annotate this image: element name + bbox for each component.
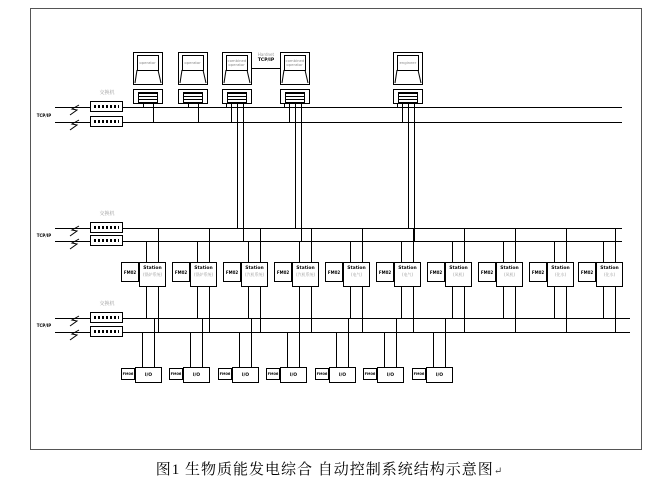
- controller-cpu-box: FM02: [529, 262, 547, 282]
- workstation-monitor: [133, 52, 163, 85]
- switch-ports-icon: [94, 316, 119, 319]
- io-cpu-box: FM06: [169, 368, 183, 380]
- workstation-monitor: [393, 52, 423, 85]
- monitor-bezel-icon: [134, 53, 162, 88]
- hardnet-link-line: [252, 68, 280, 69]
- switch-ports-icon: [94, 226, 119, 229]
- network-leg: [402, 104, 403, 122]
- tcpip-label: TCP/IP: [36, 232, 52, 238]
- network-leg: [414, 104, 415, 241]
- network-leg: [311, 228, 312, 262]
- controller-cpu-box: FM02: [427, 262, 445, 282]
- network-leg: [197, 287, 198, 318]
- controller-station-box: [445, 262, 472, 287]
- network-leg: [202, 318, 203, 367]
- controller-station-name: Station: [551, 266, 570, 271]
- switch-box: [90, 326, 123, 337]
- network-leg: [397, 104, 398, 107]
- io-station-box: I/O: [135, 367, 162, 383]
- controller-station-subtitle: (电气): [350, 272, 363, 277]
- switch-box: [90, 222, 123, 233]
- controller-cpu-box: FM02: [223, 262, 241, 282]
- io-cpu-box: FM06: [412, 368, 426, 380]
- system-unit: [280, 89, 310, 104]
- io-station-box: I/O: [183, 367, 210, 383]
- network-leg: [384, 332, 385, 367]
- controller-station-box: [547, 262, 574, 287]
- network-leg: [433, 332, 434, 367]
- network-leg: [503, 287, 504, 318]
- network-leg: [350, 241, 351, 262]
- switch-box: [90, 116, 123, 127]
- controller-station-subtitle: (汽机系统): [244, 272, 265, 277]
- paragraph-mark-icon: ↵: [493, 466, 503, 477]
- switch-box: [90, 312, 123, 323]
- network-leg: [452, 241, 453, 262]
- bus-line: [55, 318, 630, 319]
- monitor-screen-label: operator: [184, 60, 202, 65]
- switch-ports-icon: [94, 330, 119, 333]
- network-leg: [408, 104, 409, 228]
- network-leg: [146, 287, 147, 318]
- lightning-break-icon: [68, 235, 82, 247]
- network-leg: [209, 287, 210, 332]
- network-leg: [413, 228, 414, 262]
- switch-label: 交换机: [99, 301, 115, 307]
- lightning-break-icon: [68, 116, 82, 128]
- io-station-box: I/O: [232, 367, 259, 383]
- controller-station-box: [241, 262, 268, 287]
- network-leg: [603, 287, 604, 318]
- bus-line: [55, 228, 622, 229]
- network-leg: [237, 104, 238, 228]
- network-leg: [464, 228, 465, 262]
- system-unit-vents-icon: [227, 92, 247, 103]
- network-leg: [243, 104, 244, 241]
- switch-ports-icon: [94, 120, 119, 123]
- network-leg: [452, 287, 453, 318]
- controller-cpu-box: FM02: [274, 262, 292, 282]
- monitor-bezel-icon: [223, 53, 251, 88]
- monitor-bezel-icon: [281, 53, 309, 88]
- network-leg: [226, 104, 227, 107]
- io-cpu-box: FM06: [121, 368, 135, 380]
- io-station-box: I/O: [377, 367, 404, 383]
- controller-station-name: Station: [398, 266, 417, 271]
- system-unit-vents-icon: [398, 92, 418, 103]
- network-leg: [146, 241, 147, 262]
- network-leg: [515, 287, 516, 332]
- controller-station-name: Station: [600, 266, 619, 271]
- network-leg: [554, 287, 555, 318]
- network-leg: [615, 228, 616, 262]
- lightning-break-icon: [68, 101, 82, 113]
- network-leg: [295, 104, 296, 228]
- io-cpu-box: FM06: [315, 368, 329, 380]
- controller-station-box: [139, 262, 166, 287]
- controller-station-box: [292, 262, 319, 287]
- lightning-break-icon: [68, 312, 82, 324]
- system-unit-vents-icon: [285, 92, 305, 103]
- monitor-bezel-icon: [179, 53, 207, 88]
- io-station-box: I/O: [280, 367, 307, 383]
- network-leg: [554, 241, 555, 262]
- network-leg: [142, 332, 143, 367]
- lightning-break-icon: [68, 222, 82, 234]
- io-cpu-box: FM06: [363, 368, 377, 380]
- controller-station-name: Station: [449, 266, 468, 271]
- network-leg: [248, 287, 249, 318]
- figure-caption-text: 图1 生物质能发电综合 自动控制系统结构示意图: [155, 462, 494, 478]
- monitor-screen-label: combined: [227, 58, 247, 63]
- network-leg: [603, 241, 604, 262]
- controller-station-subtitle: (化水): [603, 272, 616, 277]
- controller-station-box: [190, 262, 217, 287]
- network-leg: [260, 228, 261, 262]
- network-leg: [209, 228, 210, 262]
- network-leg: [239, 332, 240, 367]
- network-leg: [158, 228, 159, 262]
- monitor-screen-label: engineer: [399, 60, 417, 65]
- controller-cpu-box: FM02: [325, 262, 343, 282]
- controller-station-subtitle: (锅炉系统): [142, 272, 163, 277]
- switch-ports-icon: [94, 105, 119, 108]
- network-leg: [362, 287, 363, 332]
- network-leg: [260, 287, 261, 332]
- bus-line: [55, 107, 622, 108]
- network-leg: [299, 318, 300, 367]
- monitor-screen-label: operator: [139, 60, 157, 65]
- tcpip-label: TCP/IP: [36, 112, 52, 118]
- network-leg: [299, 287, 300, 318]
- controller-cpu-box: FM02: [376, 262, 394, 282]
- bus-line: [55, 241, 622, 242]
- network-leg: [350, 287, 351, 318]
- figure-caption: [0, 458, 658, 479]
- controller-cpu-box: FM02: [172, 262, 190, 282]
- network-leg: [153, 104, 154, 122]
- lightning-break-icon: [68, 326, 82, 338]
- controller-cpu-box: FM02: [121, 262, 139, 282]
- tcpip-label: TCP/IP: [36, 323, 52, 328]
- network-leg: [197, 241, 198, 262]
- controller-station-name: Station: [347, 266, 366, 271]
- system-unit: [393, 89, 423, 104]
- controller-station-subtitle: (汽机系统): [295, 272, 316, 277]
- monitor-bezel-icon: [394, 53, 422, 88]
- network-leg: [615, 287, 616, 332]
- system-unit: [178, 89, 208, 104]
- monitor-screen-label: operator: [228, 62, 246, 67]
- network-leg: [401, 241, 402, 262]
- controller-station-name: Station: [245, 266, 264, 271]
- network-leg: [566, 287, 567, 332]
- network-leg: [248, 241, 249, 262]
- io-cpu-box: FM06: [218, 368, 232, 380]
- network-leg: [158, 287, 159, 332]
- controller-station-subtitle: (风机): [503, 272, 516, 277]
- controller-station-subtitle: (锅炉系统): [193, 272, 214, 277]
- controller-cpu-box: FM02: [578, 262, 596, 282]
- monitor-screen-label: operator: [286, 62, 304, 67]
- monitor-screen-label: combined: [285, 58, 305, 63]
- network-leg: [284, 104, 285, 107]
- network-leg: [445, 318, 446, 367]
- network-leg: [503, 241, 504, 262]
- network-leg: [143, 104, 144, 107]
- network-leg: [311, 287, 312, 332]
- controller-station-subtitle: (电气): [401, 272, 414, 277]
- hardnet-protocol-label: TCP/IP: [257, 58, 275, 63]
- network-leg: [251, 318, 252, 367]
- network-leg: [362, 228, 363, 262]
- network-leg: [301, 104, 302, 241]
- switch-ports-icon: [94, 239, 119, 242]
- controller-station-box: [596, 262, 623, 287]
- controller-station-box: [343, 262, 370, 287]
- io-station-box: I/O: [426, 367, 453, 383]
- workstation-monitor: [222, 52, 252, 85]
- controller-station-name: Station: [296, 266, 315, 271]
- network-leg: [287, 332, 288, 367]
- switch-label: 交换机: [99, 211, 115, 217]
- hardnet-label: Hardnet: [257, 52, 275, 57]
- network-leg: [348, 318, 349, 367]
- network-leg: [198, 104, 199, 122]
- system-unit: [222, 89, 252, 104]
- network-leg: [154, 318, 155, 367]
- controller-station-box: [496, 262, 523, 287]
- controller-station-name: Station: [143, 266, 162, 271]
- bus-line: [55, 122, 622, 123]
- system-unit-vents-icon: [138, 92, 158, 103]
- io-cpu-box: FM06: [266, 368, 280, 380]
- network-leg: [190, 332, 191, 367]
- controller-station-subtitle: (化水): [554, 272, 567, 277]
- network-leg: [336, 332, 337, 367]
- system-unit-vents-icon: [183, 92, 203, 103]
- workstation-monitor: [178, 52, 208, 85]
- controller-station-name: Station: [194, 266, 213, 271]
- controller-cpu-box: FM02: [478, 262, 496, 282]
- system-unit: [133, 89, 163, 104]
- network-leg: [401, 287, 402, 318]
- network-leg: [464, 287, 465, 332]
- network-leg: [299, 241, 300, 262]
- workstation-monitor: [280, 52, 310, 85]
- controller-station-subtitle: (风机): [452, 272, 465, 277]
- network-leg: [289, 104, 290, 122]
- switch-box: [90, 235, 123, 246]
- network-leg: [396, 318, 397, 367]
- io-station-box: I/O: [329, 367, 356, 383]
- network-leg: [566, 228, 567, 262]
- network-leg: [413, 287, 414, 332]
- network-leg: [188, 104, 189, 107]
- controller-station-name: Station: [500, 266, 519, 271]
- switch-label: 交换机: [99, 90, 115, 96]
- network-leg: [231, 104, 232, 122]
- network-leg: [515, 228, 516, 262]
- switch-box: [90, 101, 123, 112]
- controller-station-box: [394, 262, 421, 287]
